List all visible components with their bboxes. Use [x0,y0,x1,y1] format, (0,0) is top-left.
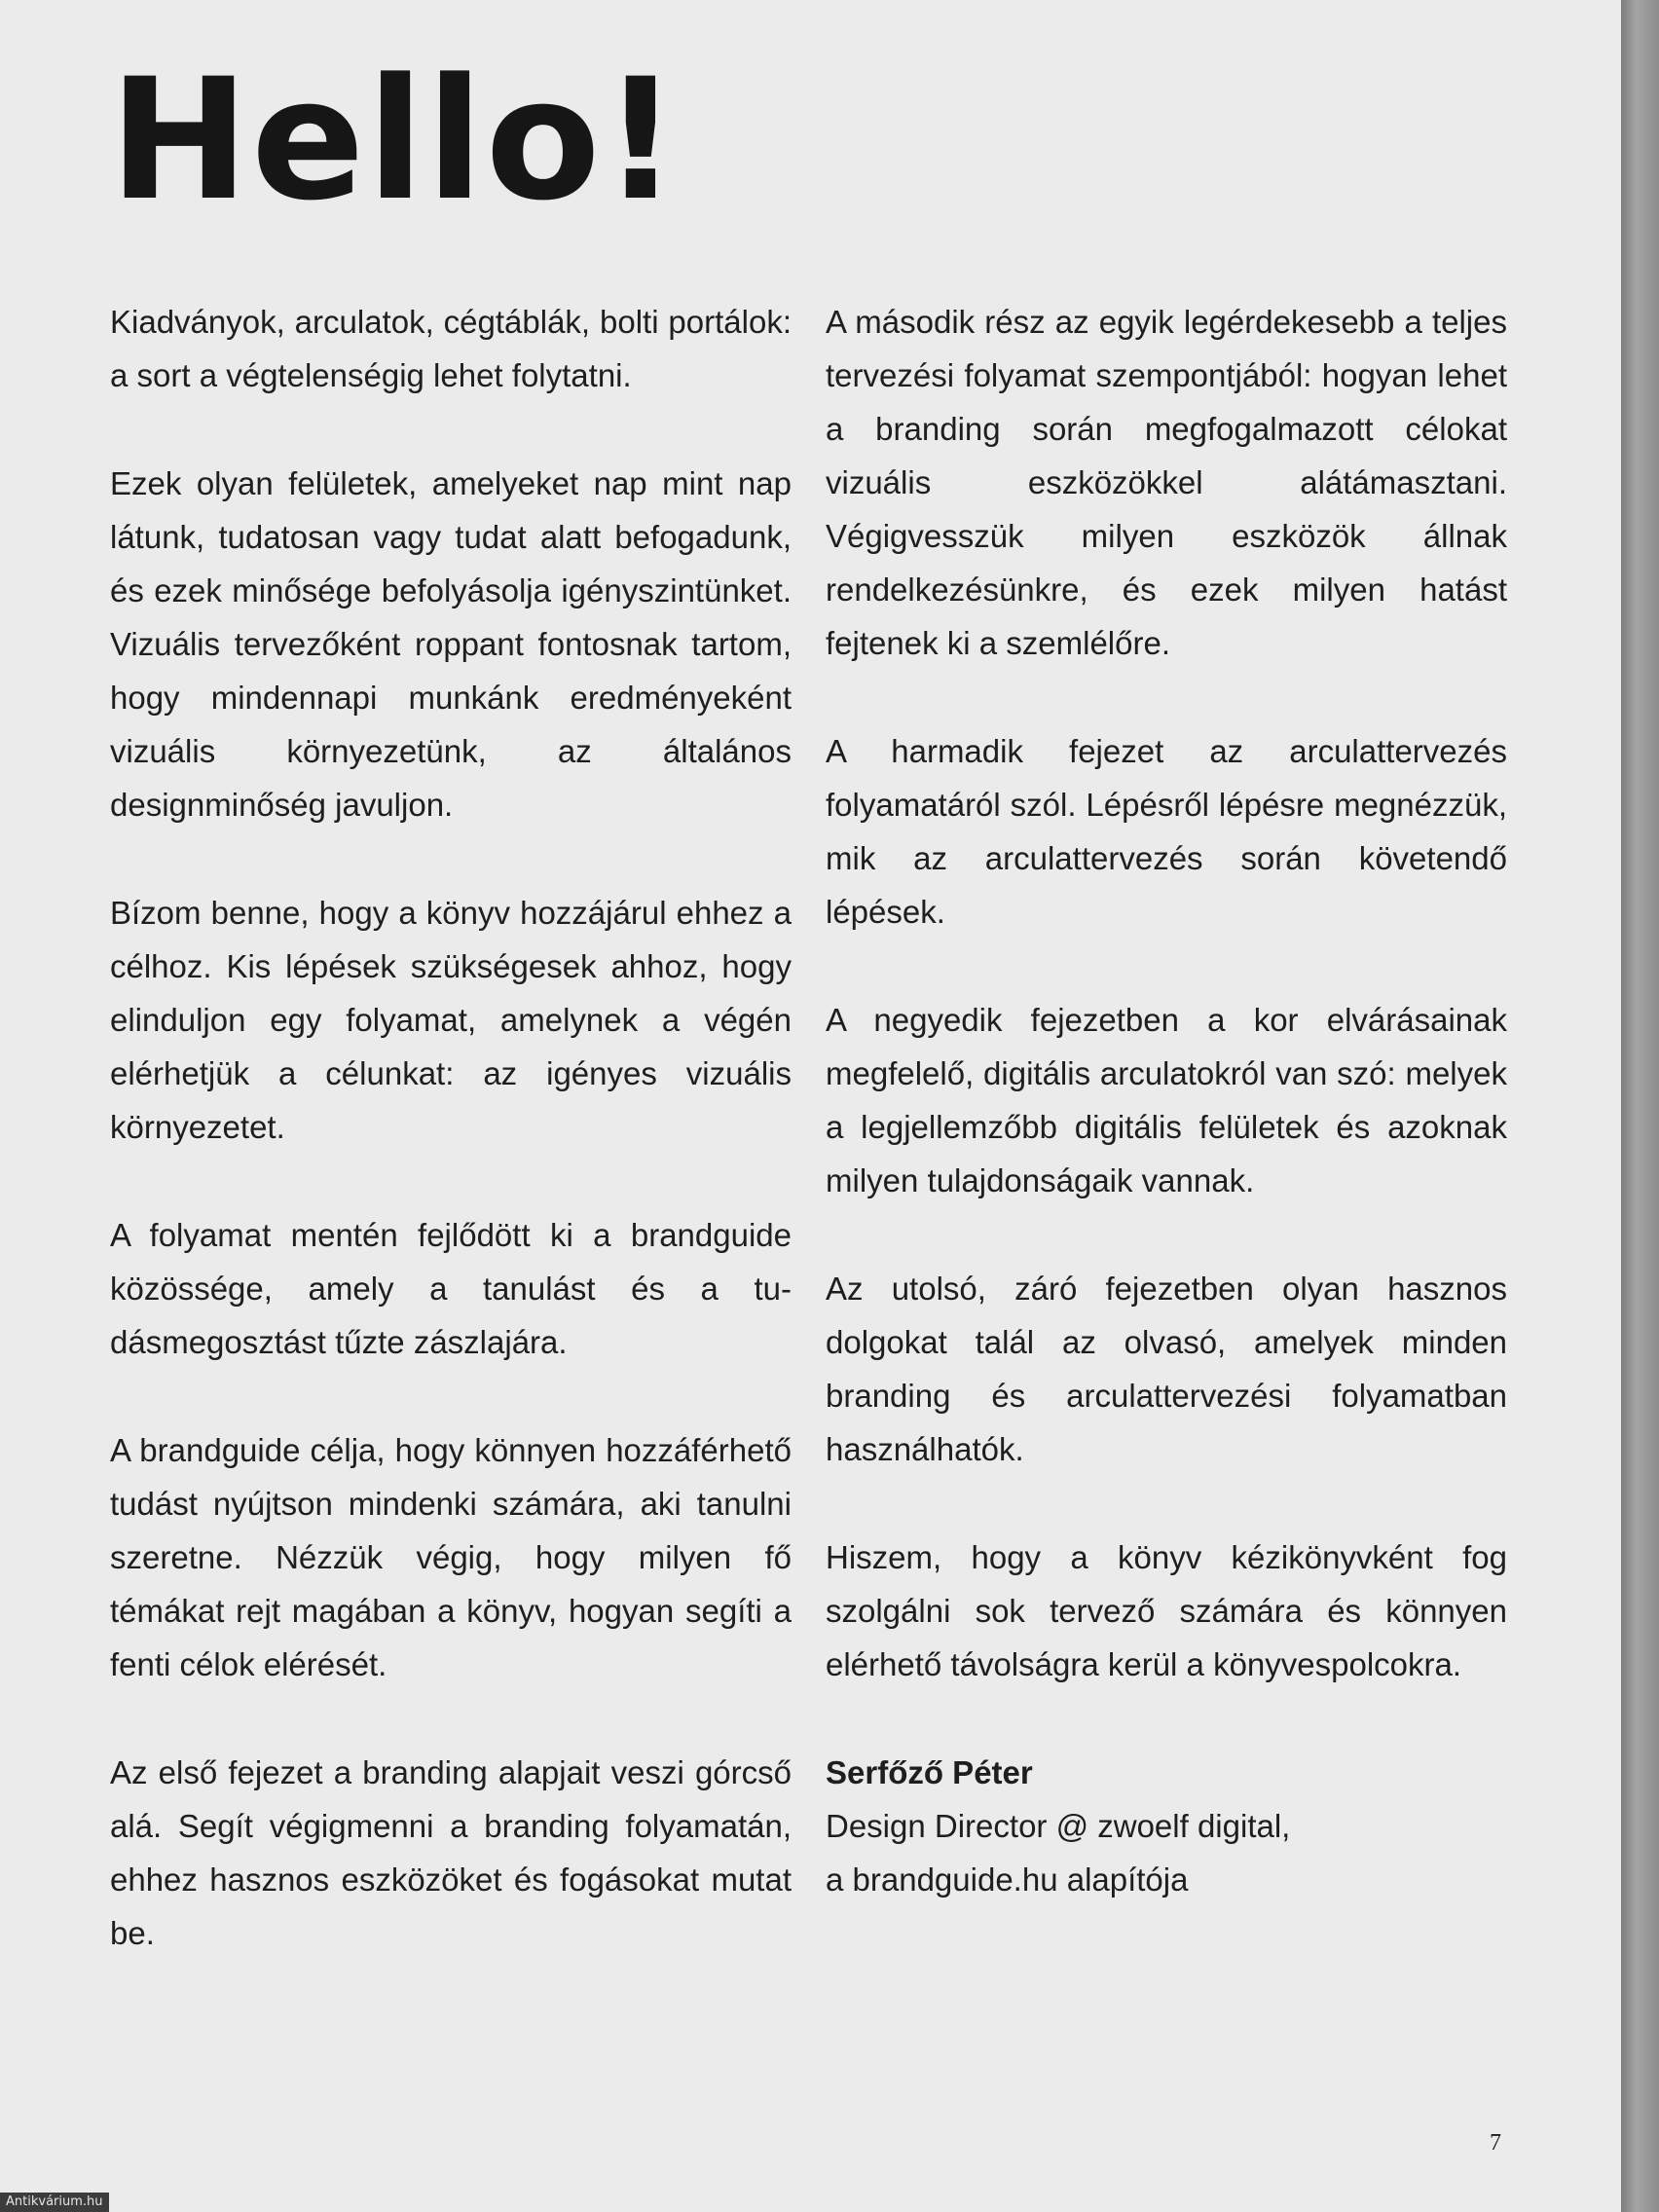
paragraph: Kiadványok, arculatok, cégtáblák, bolti portálok: a sort a végtelenségig lehet folytatni. [110,304,792,393]
paragraph: A negyedik fejezetben a kor elvárásainak megfelelő, digitális arculatokról van szó: melyek a legjellemzőbb digitális felületek és azoknak milyen tulajdonságaik vannak. [826,1002,1507,1198]
right-column [826,295,1507,1906]
paragraph: A folyamat mentén fejlődött ki a brandguide közössége, amely a tanulást és a tudásmegosztást tűzte zászlajára. [110,1217,792,1360]
page-title: Hello! [109,42,682,238]
paragraph: Az utolsó, záró fejezetben olyan hasznos dolgokat talál az olvasó, amelyek minden branding és arculattervezési folyamatban használhatók. [826,1271,1507,1467]
watermark: Antikvárium.hu [0,2193,109,2212]
author-name: Serfőző Péter [826,1754,1033,1790]
paragraph: A harmadik fejezet az arculattervezés folyamatáról szól. Lépésről lépésre megnézzük, mik az arculattervezés során követendő lépések. [826,733,1507,930]
author-role: Design Director @ zwoelf digital, [826,1808,1291,1844]
author-signature [826,1746,1507,1906]
paragraph: Bízom benne, hogy a könyv hozzájárul ehhez a célhoz. Kis lépések szükségesek ahhoz, hogy elinduljon egy folyamat, amelynek a végén elérhetjük a célunkat: az igényes vizuális környezetet. [110,895,792,1145]
author-affiliation: a brandguide.hu alapítója [826,1862,1189,1898]
left-column [110,295,792,2014]
page-edge-shadow [1621,0,1659,2212]
paragraph: Hiszem, hogy a könyv kézikönyvként fog szolgálni sok tervező számára és könnyen elérhető távolságra kerül a könyvespolcokra. [826,1539,1507,1682]
page-number: 7 [1490,2130,1501,2156]
paragraph: A második rész az egyik legérdekesebb a teljes tervezési folyamat szempontjából: hogyan lehet a branding során megfogalmazott célokat vizuális eszközökkel alátámasztani. Végigvesszük milyen eszközök állnak rendelkezésünkre, és ezek milyen hatást fejtenek ki a szemlélőre. [826,304,1507,661]
paragraph: Az első fejezet a branding alapjait veszi górcső alá. Segít végigmenni a branding folyamatán, ehhez hasznos eszközöket és fogásokat mutat be. [110,1754,792,1951]
paragraph: A brandguide célja, hogy könnyen hozzáférhető tudást nyújtson mindenki számára, aki tanulni szeretne. Nézzük végig, hogy milyen fő témákat rejt magában a könyv, hogyan segíti a fenti célok elérését. [110,1432,792,1682]
paragraph: Ezek olyan felületek, amelyeket nap mint nap látunk, tudatosan vagy tudat alatt befogadunk, és ezek minősége befolyásolja igényszintünket. Vizuális tervezőként roppant fontosnak tartom, hogy mindennapi munkánk eredményeként vizuális környezetünk, az általános designminőség javuljon. [110,465,792,823]
